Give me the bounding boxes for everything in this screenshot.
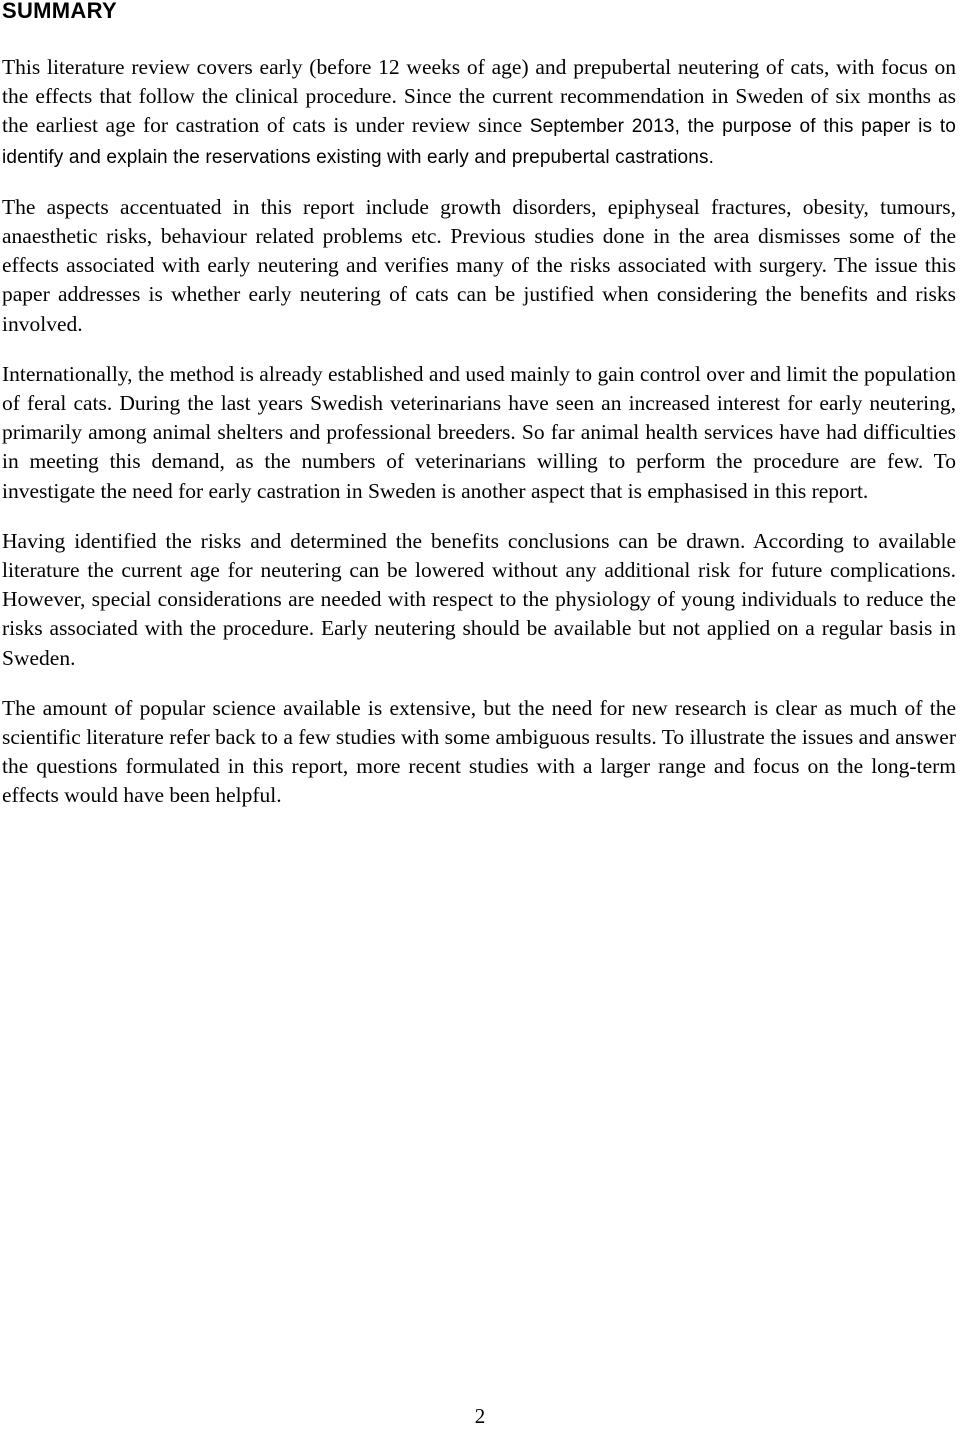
paragraph-2: The aspects accentuated in this report include growth disorders, epiphyseal fractures, obesity, tumours, anaesthetic risks, behaviour related problems etc. Previous studies done in the area dismisses some of the effects associated with early neutering and verifies many of the risks associated with surgery. The issue this paper addresses is whether early neutering of cats can be justified when considering the benefits and risks involved. <box>2 194 956 336</box>
paragraph-3: Internationally, the method is already established and used mainly to gain control over and limit the population of feral cats. During the last years Swedish veterinarians have seen an increased interest for early neutering, primarily among animal shelters and professional breeders. So far animal health services have had difficulties in meeting this demand, as the numbers of veterinarians willing to perform the procedure are few. To investigate the need for early castration in Sweden is another aspect that is emphasised in this report. <box>2 361 956 503</box>
page-number: 2 <box>474 1404 486 1428</box>
section-heading: SUMMARY <box>2 0 117 23</box>
summary-body <box>2 53 956 832</box>
paragraph-5: The amount of popular science available is extensive, but the need for new research is clear as much of the scientific literature refer back to a few studies with some ambiguous results. To illustrate the issues and answer the questions formulated in this report, more recent studies with a larger range and focus on the long-term effects would have been helpful. <box>2 695 956 808</box>
paragraph-1-sans-text: September 2013, the purpose of this paper is to identify and explain the reservations existing with early and prepubertal castrations. <box>2 116 957 168</box>
paragraph-4: Having identified the risks and determined the benefits conclusions can be drawn. According to available literature the current age for neutering can be lowered without any additional risk for future complications. However, special considerations are needed with respect to the physiology of young individuals to reduce the risks associated with the procedure. Early neutering should be available but not applied on a regular basis in Sweden. <box>2 528 956 670</box>
paragraph-1 <box>2 53 956 172</box>
paragraph-1-serif-text: This literature review covers early (before 12 weeks of age) and prepubertal neutering of cats, with focus on the effects that follow the clinical procedure. Since the current recommendation in Sweden of six months as the earliest age for castration of cats is under review since <box>2 55 956 138</box>
